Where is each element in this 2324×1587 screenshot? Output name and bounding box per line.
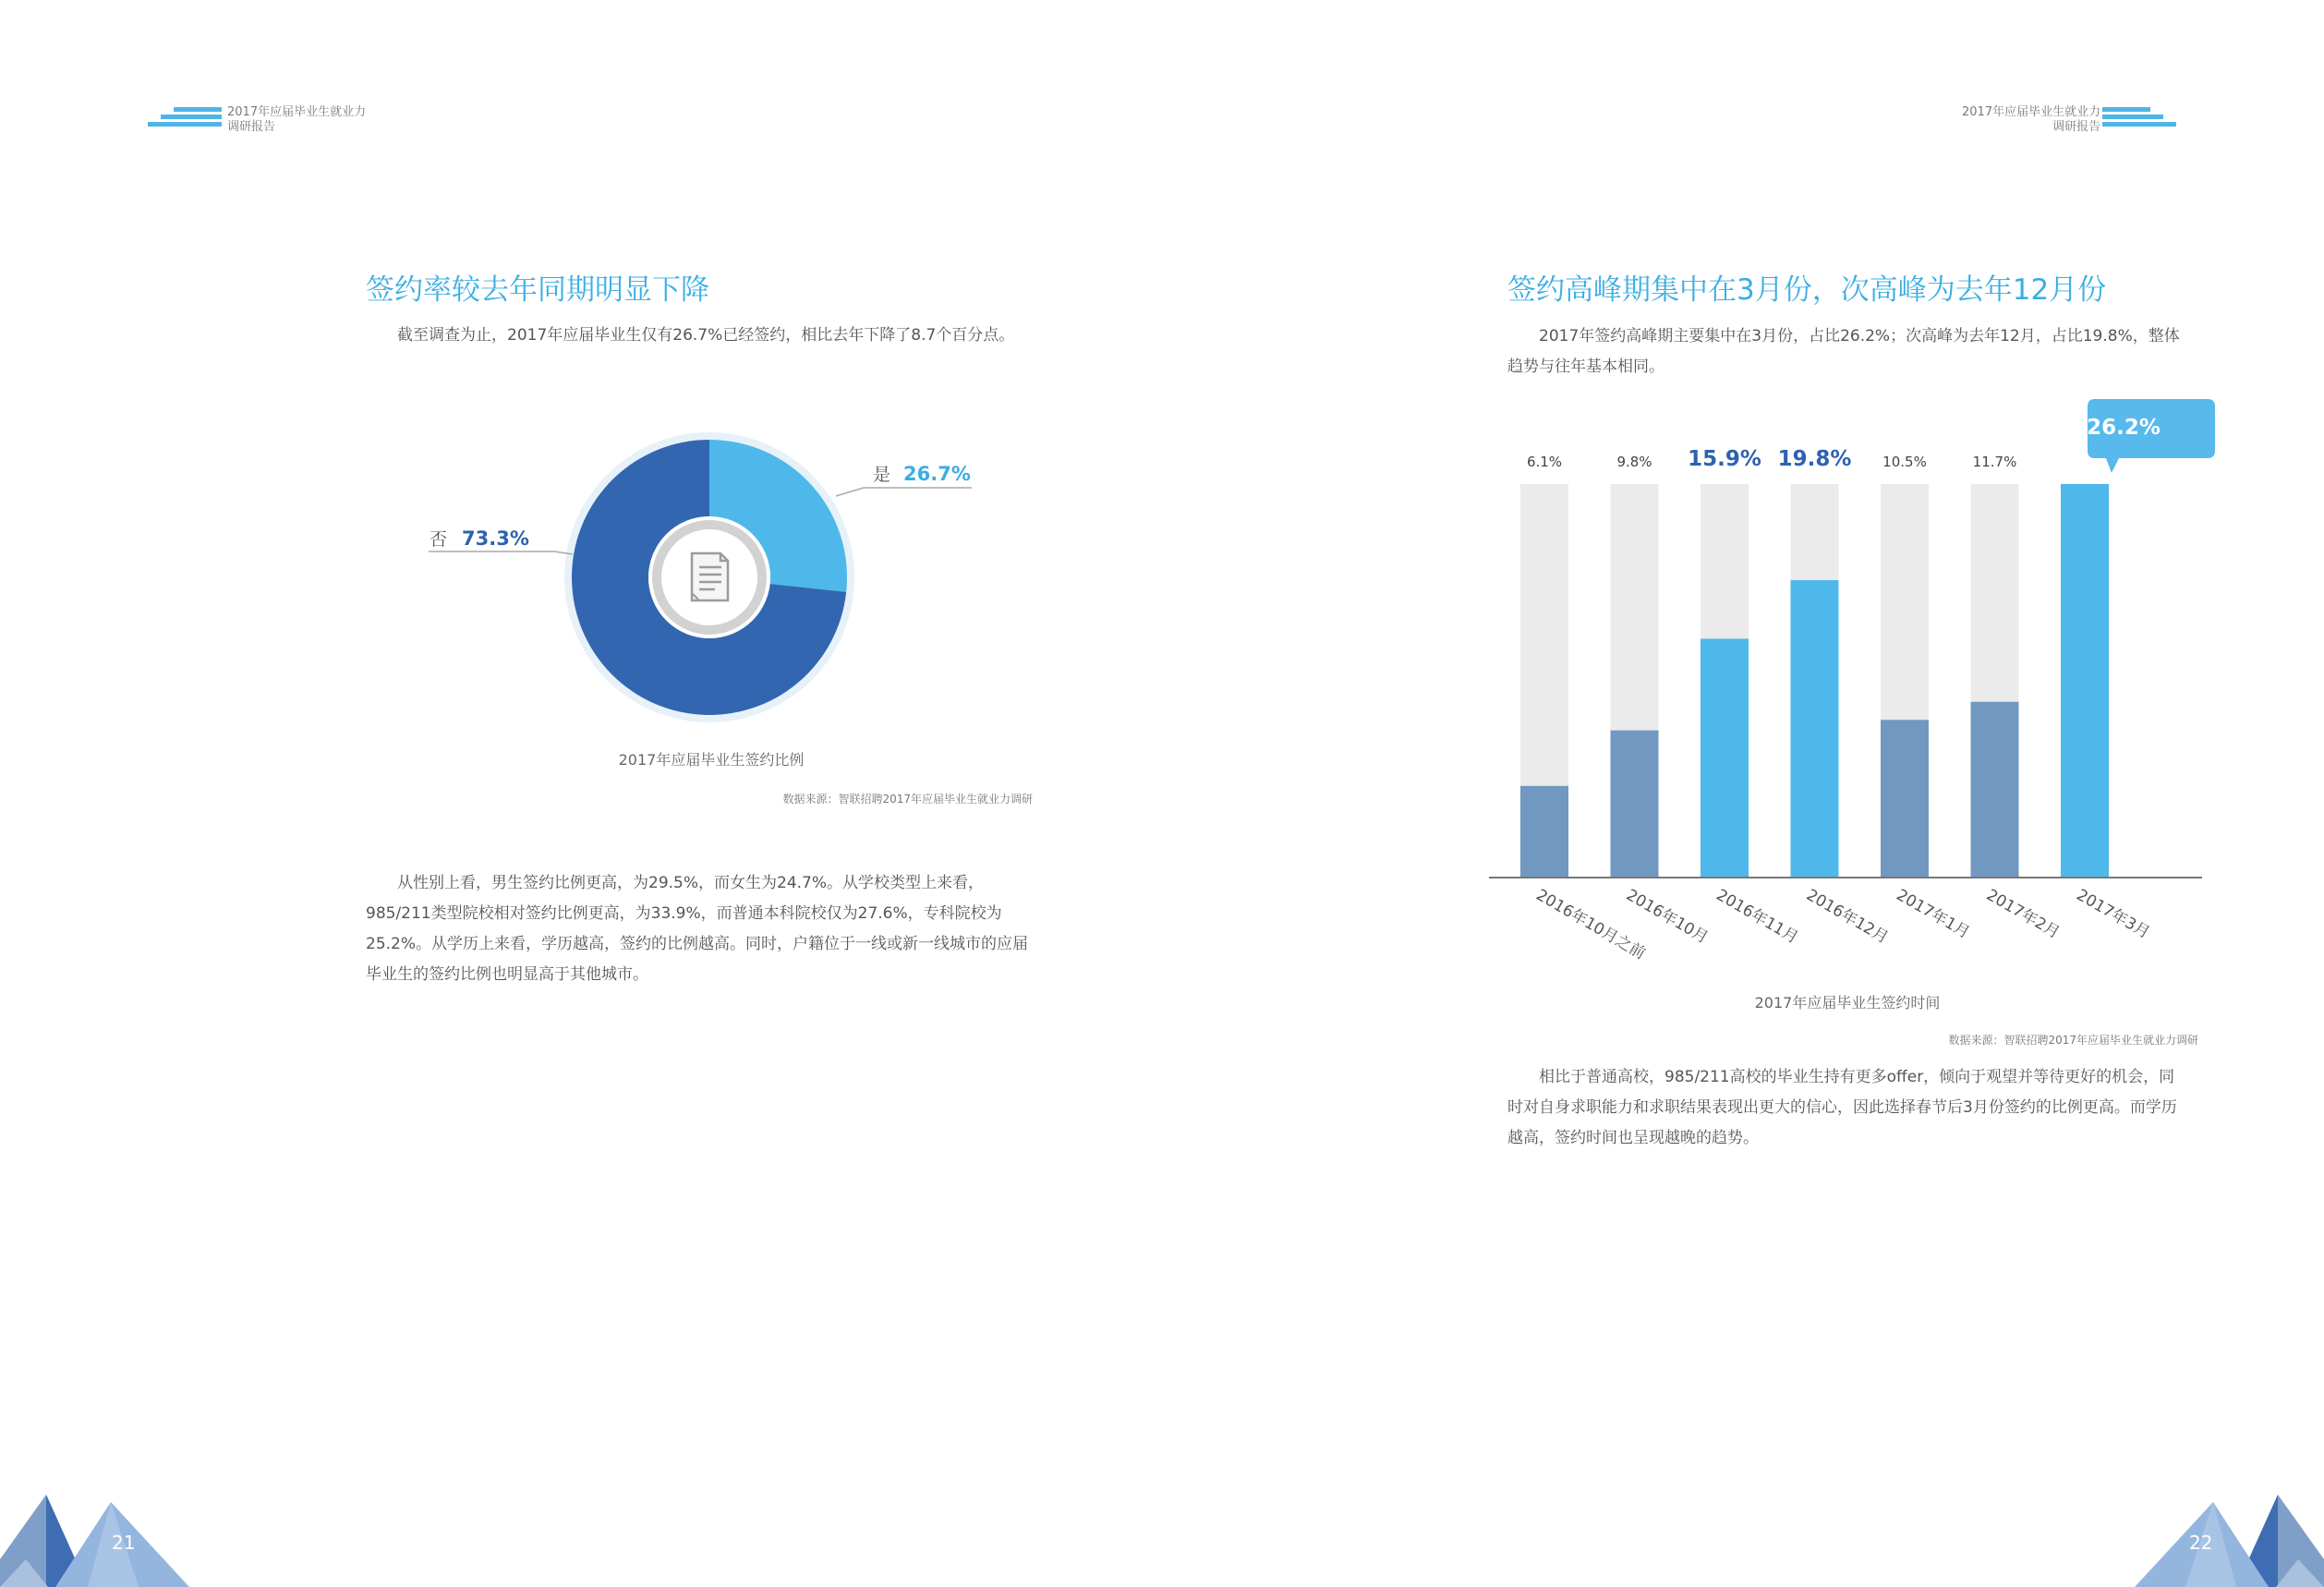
right-body-text: 相比于普通高校，985/211高校的毕业生持有更多offer，倾向于观望并等待更好的机会，同时对自身求职能力和求职结果表现出更大的信心，因此选择春节后3月份签约的比例更高。而学历越高，签约时间也呈现越晚的趋势。 — [1507, 1068, 2177, 1147]
right-page-number: 22 — [2189, 1532, 2213, 1554]
x-tick-label: 2017年1月 — [1893, 886, 1973, 943]
right-chart-caption: 2017年应届毕业生签约时间 — [1754, 994, 1941, 1012]
x-tick-label: 2017年2月 — [1983, 886, 2064, 943]
signing-time-bar-chart — [1478, 388, 2217, 979]
peak-callout — [2087, 399, 2215, 473]
legend-label-no: 否 — [430, 529, 448, 550]
left-page-number: 21 — [112, 1532, 136, 1554]
bar-value-label: 15.9% — [1688, 447, 1761, 471]
legend-value-no: 73.3% — [462, 527, 529, 550]
x-tick-label: 2017年3月 — [2073, 886, 2153, 943]
bar-group — [1520, 447, 2153, 963]
bar-value-label: 11.7% — [1972, 454, 2017, 470]
right-intro-text: 2017年签约高峰期主要集中在3月份，占比26.2%；次高峰为去年12月，占比19.8%，整体趋势与往年基本相同。 — [1507, 327, 2180, 376]
leader-line-no — [429, 551, 573, 554]
right-header-logo — [2102, 107, 2176, 133]
bar — [1611, 731, 1659, 878]
right-header-title — [1962, 105, 2100, 135]
left-intro-paragraph — [366, 321, 1036, 351]
x-tick-label: 2016年11月 — [1713, 886, 1802, 948]
right-intro-paragraph — [1507, 321, 2180, 382]
bar — [1701, 638, 1749, 878]
right-chart-source: 数据来源：智联招聘2017年应届毕业生就业力调研 — [1948, 1034, 2198, 1047]
left-section-title: 签约率较去年同期明显下降 — [366, 273, 709, 307]
document-icon — [692, 553, 728, 600]
right-corner-decoration — [2121, 1476, 2324, 1587]
bar — [1520, 786, 1568, 878]
bar-value-label: 19.8% — [1777, 447, 1852, 471]
right-header-line2: 调研报告 — [2052, 120, 2101, 134]
bar-value-label: 10.5% — [1882, 454, 1927, 470]
bar — [1881, 720, 1929, 878]
right-body-paragraph — [1507, 1062, 2180, 1154]
x-tick-label: 2016年10月 — [1623, 886, 1712, 948]
left-header-logo — [148, 107, 222, 133]
x-tick-label: 2016年10月之前 — [1532, 886, 1649, 963]
left-header-line1: 2017年应届毕业生就业力 — [227, 105, 367, 119]
legend-label-yes: 是 — [873, 465, 891, 485]
left-chart-caption: 2017年应届毕业生签约比例 — [618, 751, 805, 769]
left-chart-source: 数据来源：智联招聘2017年应届毕业生就业力调研 — [782, 793, 1033, 806]
bar — [2061, 484, 2109, 878]
signing-ratio-donut-chart — [416, 425, 1007, 739]
peak-callout-value: 26.2% — [2087, 416, 2161, 440]
leader-line-yes — [836, 488, 972, 496]
bar — [1971, 702, 2019, 878]
left-body-paragraph — [366, 868, 1036, 990]
x-tick-label: 2016年12月 — [1803, 886, 1892, 948]
left-corner-decoration — [0, 1476, 203, 1587]
left-intro-text: 截至调查为止，2017年应届毕业生仅有26.7%已经签约，相比去年下降了8.7个百分点。 — [397, 326, 1015, 345]
left-header-line2: 调研报告 — [227, 120, 276, 134]
left-header-title — [227, 105, 366, 135]
bar — [1791, 580, 1839, 878]
legend-value-yes: 26.7% — [903, 463, 971, 485]
left-body-text: 从性别上看，男生签约比例更高，为29.5%，而女生为24.7%。从学校类型上来看，985/211类型院校相对签约比例更高，为33.9%，而普通本科院校仅为27.6%，专科院校为25.2%。从学历上来看，学历越高，签约的比例越高。同时，户籍位于一线或新一线城市的应届毕业生的签约比例也明显高于其他城市。 — [366, 874, 1029, 984]
bar-value-label: 6.1% — [1526, 454, 1563, 470]
right-header-line1: 2017年应届毕业生就业力 — [1962, 105, 2101, 119]
right-section-title: 签约高峰期集中在3月份，次高峰为去年12月份 — [1507, 273, 2107, 307]
bar-value-label: 9.8% — [1616, 454, 1652, 470]
